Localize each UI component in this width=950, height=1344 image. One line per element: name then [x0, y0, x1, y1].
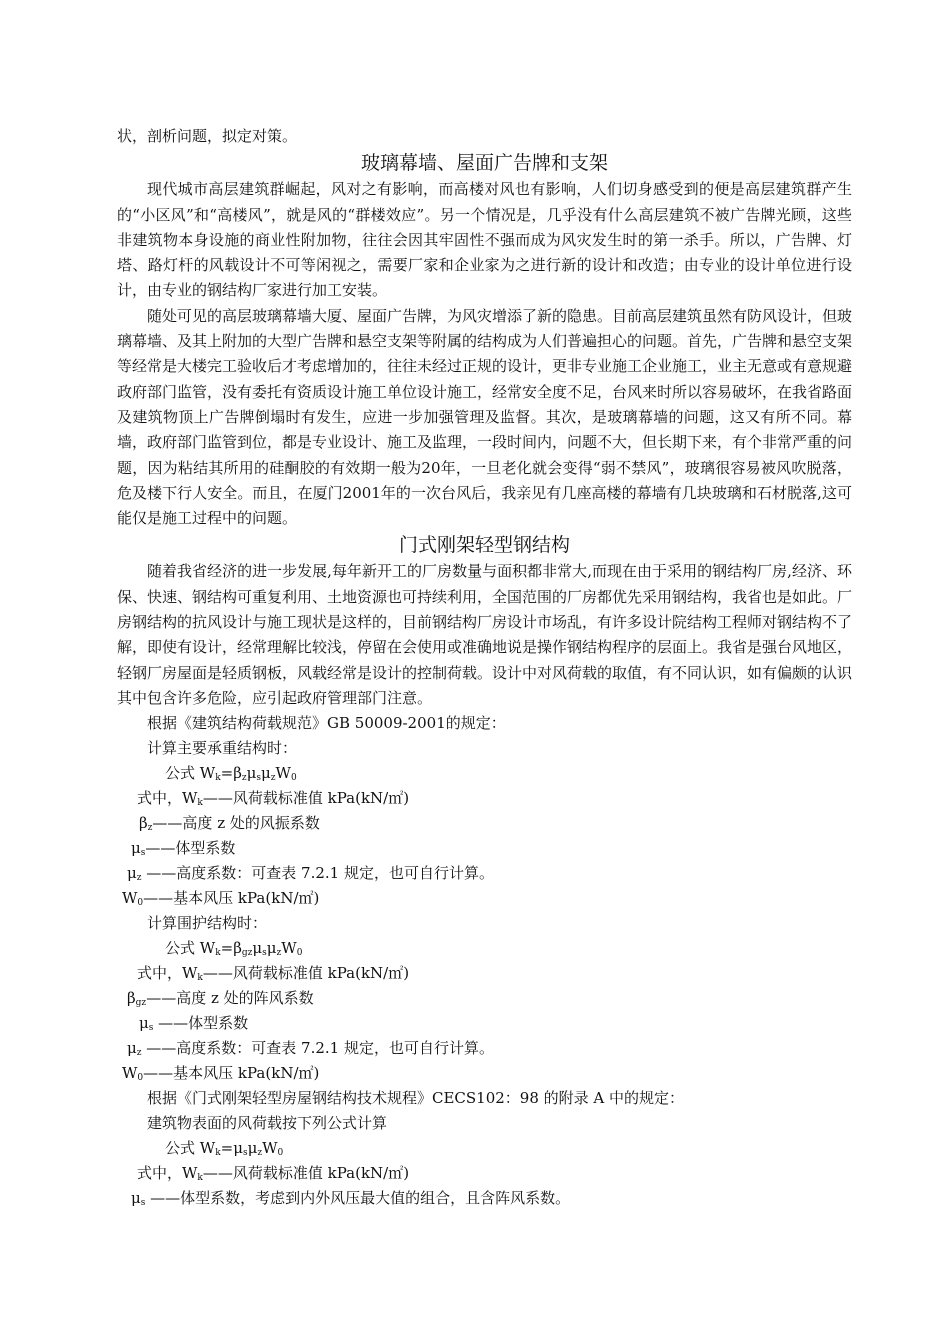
- paragraph-intro-end: 状，剖析问题，拟定对策。: [117, 127, 298, 145]
- formula-line-surface-load: 建筑物表面的风荷载按下列公式计算: [147, 1114, 388, 1133]
- formula-line-betagz-def: $\beta_{gz}——$高度 z 处的阵风系数: [127, 989, 314, 1009]
- formula-line-w0-def-2: $W_0——$基本风压 kPa(kN/㎡): [122, 1064, 320, 1084]
- formula-line-betaz-def: $\beta_z——$高度 z 处的风振系数: [139, 814, 320, 834]
- formula-line-main-formula: 公式 $W_k=\beta_z\mu_s\mu_zW_0$: [165, 764, 297, 784]
- formula-line-w0-def: $W_0——$基本风压 kPa(kN/㎡): [122, 889, 320, 909]
- formula-line-surface-formula: 公式 $W_k=\mu_s\mu_zW_0$: [165, 1139, 284, 1159]
- paragraph-highrise-wind: 现代城市高层建筑群崛起，风对之有影响，而高楼对风也有影响，人们切身感受到的便是高层建筑群产生的“小区风”和“高楼风”，就是风的“群楼效应”。另一个情况是，几乎没有什么高层建筑不被广告牌光顾，这些非建筑物本身设施的商业性附加物，往往会因其牢固性不强而成为风灾发生时的第一杀手。所以，广告牌、灯塔、路灯杆的风载设计不可等闲视之，需要厂家和企业家为之进行新的设计和改造；由专业的设计单位进行设计，由专业的钢结构厂家进行加工安装。: [117, 180, 852, 300]
- formula-line-muz-def: $\mu_z$ ——高度系数：可查表 7.2.1 规定，也可自行计算。: [127, 864, 494, 884]
- paragraph-curtain-wall: 随处可见的高层玻璃幕墙大厦、屋面广告牌，为风灾增添了新的隐患。目前高层建筑虽然有防风设计，但玻璃幕墙、及其上附加的大型广告牌和悬空支架等附属的结构成为人们普遍担心的问题。首先，广告牌和悬空支架等经常是大楼完工验收后才考虑增加的，往往未经过正规的设计，更非专业施工企业施工，业主无意或有意规避政府部门监管，没有委托有资质设计施工单位设计施工，经常安全度不足，台风来时所以容易破坏，在我省路面及建筑物顶上广告牌倒塌时有发生，应进一步加强管理及监督。其次，是玻璃幕墙的问题，这又有所不同。幕墙，政府部门监管到位，都是专业设计、施工及监理，一段时间内，问题不大，但长期下来，有个非常严重的问题，因为粘结其所用的硅酮胶的有效期一般为20年，一旦老化就会变得“弱不禁风”，玻璃很容易被风吹脱落，危及楼下行人安全。而且，在厦门2001年的一次台风后，我亲见有几座高楼的幕墙有几块玻璃和石材脱落,这可能仅是施工过程中的问题。: [117, 306, 853, 528]
- paragraph-steel-structure: 随着我省经济的进一步发展,每年新开工的厂房数量与面积都非常大,而现在由于采用的钢结构厂房,经济、环保、快速、钢结构可重复利用、土地资源也可持续利用，全国范围的厂房都优先采用钢结构，我省也是如此。厂房钢结构的抗风设计与施工现状是这样的，目前钢结构厂房设计市场乱，有许多设计院结构工程师对钢结构不了解，即使有设计，经常理解比较浅，停留在会使用或准确地说是操作钢结构程序的层面上。我省是强台风地区，轻钢厂房屋面是轻质钢板，风载经常是设计的控制荷载。设计中对风荷载的取值，有不同认识，如有偏颇的认识其中包含许多危险，应引起政府管理部门注意。: [117, 562, 853, 707]
- formula-section: [117, 711, 852, 1211]
- formula-line-cecs-ref: 根据《门式刚架轻型房屋钢结构技术规程》CECS102：98 的附录 A 中的规定：: [147, 1089, 685, 1108]
- formula-line-wk-def-3: 式中，$W_k——$风荷载标准值 kPa(kN/㎡): [137, 1164, 410, 1184]
- section-title-portal-frame: 门式刚架轻型钢结构: [398, 534, 570, 557]
- formula-line-muz-def-2: $\mu_z$ ——高度系数：可查表 7.2.1 规定，也可自行计算。: [127, 1039, 494, 1059]
- formula-line-wk-def: 式中，$W_k——$风荷载标准值 kPa(kN/㎡): [137, 789, 410, 809]
- formula-line-mus-def: $\mu_s——$体型系数: [131, 839, 236, 859]
- formula-line-code-ref: 根据《建筑结构荷载规范》GB 50009-2001的规定：: [147, 714, 506, 733]
- document-page: [117, 124, 852, 1211]
- formula-line-wk-def-2: 式中，$W_k——$风荷载标准值 kPa(kN/㎡): [137, 964, 410, 984]
- section-title-glass-curtain: 玻璃幕墙、屋面广告牌和支架: [360, 152, 608, 175]
- formula-line-main-structure: 计算主要承重结构时：: [147, 739, 298, 758]
- formula-line-mus-def-2: $\mu_s$ ——体型系数: [139, 1014, 249, 1034]
- formula-line-envelope-formula: 公式 $W_k=\beta_{gz}\mu_s\mu_zW_0$: [165, 939, 303, 959]
- formula-line-mus-def-3: $\mu_s$ ——体型系数，考虑到内外风压最大值的组合，且含阵风系数。: [131, 1189, 571, 1209]
- formula-line-envelope: 计算围护结构时：: [147, 914, 268, 933]
